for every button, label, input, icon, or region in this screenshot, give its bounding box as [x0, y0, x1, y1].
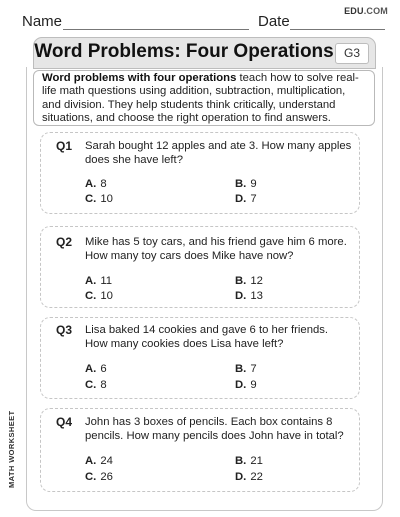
date-label: Date — [258, 13, 290, 30]
option-d[interactable] — [235, 290, 263, 302]
question-text: Mike has 5 toy cars, and his friend gave him 6 more. How many toy cars does Mike have now? — [85, 236, 347, 262]
option-c[interactable] — [85, 379, 107, 391]
name-input-line[interactable] — [63, 29, 249, 30]
worksheet-header — [0, 0, 400, 34]
option-value: 8 — [100, 379, 107, 391]
option-c[interactable] — [85, 290, 113, 302]
page-title: Word Problems: Four Operations — [34, 41, 334, 62]
option-a[interactable] — [85, 275, 112, 287]
option-value: 8 — [100, 178, 107, 190]
brand-logo — [344, 6, 388, 16]
option-letter: C. — [85, 471, 97, 483]
question-number: Q1 — [56, 139, 73, 153]
option-letter: A. — [85, 363, 97, 375]
question-card-q1 — [40, 132, 360, 214]
intro-text — [42, 71, 366, 126]
option-value: 7 — [250, 363, 257, 375]
option-a[interactable] — [85, 455, 113, 467]
option-value: 9 — [250, 379, 257, 391]
option-d[interactable] — [235, 379, 257, 391]
option-a[interactable] — [85, 178, 107, 190]
option-b[interactable] — [235, 178, 257, 190]
option-value: 24 — [100, 455, 113, 467]
option-value: 10 — [100, 193, 113, 205]
option-letter: D. — [235, 379, 247, 391]
option-b[interactable] — [235, 275, 263, 287]
option-d[interactable] — [235, 471, 263, 483]
title-bar — [33, 37, 376, 69]
option-value: 22 — [250, 471, 263, 483]
option-value: 9 — [250, 178, 257, 190]
option-value: 10 — [100, 290, 113, 302]
option-value: 7 — [250, 193, 257, 205]
brand-prefix: EDU — [344, 6, 364, 16]
option-letter: A. — [85, 455, 97, 467]
brand-suffix: .COM — [363, 6, 388, 16]
option-value: 11 — [100, 275, 113, 287]
side-label: MATH WORKSHEET — [7, 410, 16, 488]
option-letter: A. — [85, 178, 97, 190]
name-label: Name — [22, 13, 63, 30]
option-letter: C. — [85, 193, 97, 205]
option-b[interactable] — [235, 455, 263, 467]
option-letter: B. — [235, 275, 247, 287]
question-number: Q3 — [56, 323, 73, 337]
option-value: 13 — [250, 290, 263, 302]
option-letter: B. — [235, 178, 247, 190]
question-card-q2 — [40, 226, 360, 308]
option-letter: B. — [235, 455, 247, 467]
option-value: 26 — [100, 471, 113, 483]
question-card-q4 — [40, 408, 360, 492]
option-value: 12 — [250, 275, 263, 287]
option-c[interactable] — [85, 471, 113, 483]
question-text: Sarah bought 12 apples and ate 3. How many apples does she have left? — [85, 140, 352, 166]
question-number: Q2 — [56, 235, 73, 249]
option-b[interactable] — [235, 363, 257, 375]
option-c[interactable] — [85, 193, 113, 205]
option-letter: D. — [235, 290, 247, 302]
intro-body: teach how to solve real-life math questions using addition, subtraction, multiplication, and division. They help students think critically, understand situations, and choose the right operation to find answers. — [42, 72, 359, 125]
option-value: 21 — [250, 455, 263, 467]
option-letter: A. — [85, 275, 97, 287]
option-a[interactable] — [85, 363, 107, 375]
intro-box — [33, 70, 375, 126]
question-text: John has 3 boxes of pencils. Each box contains 8 pencils. How many pencils does John have in total? — [85, 416, 344, 442]
option-letter: C. — [85, 290, 97, 302]
option-value: 6 — [100, 363, 107, 375]
question-text: Lisa baked 14 cookies and gave 6 to her friends. How many cookies does Lisa have left? — [85, 324, 329, 350]
option-d[interactable] — [235, 193, 257, 205]
option-letter: D. — [235, 193, 247, 205]
question-number: Q4 — [56, 415, 73, 429]
intro-lead: Word problems with four operations — [42, 72, 237, 84]
option-letter: B. — [235, 363, 247, 375]
date-input-line[interactable] — [290, 29, 385, 30]
question-card-q3 — [40, 317, 360, 399]
option-letter: C. — [85, 379, 97, 391]
grade-badge: G3 — [335, 43, 369, 64]
option-letter: D. — [235, 471, 247, 483]
